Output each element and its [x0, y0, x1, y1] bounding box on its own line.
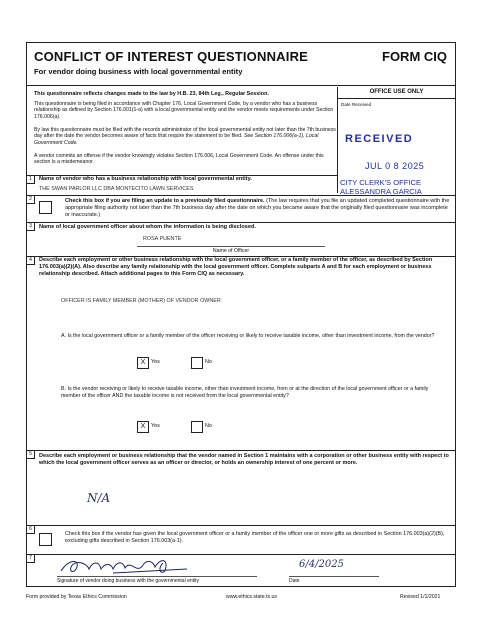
divider — [338, 98, 455, 99]
section-number: 2 — [26, 195, 35, 204]
footer-revision: Revised 1/1/2021 — [400, 594, 441, 600]
signature-caption: Signature of vendor doing business with the governmental entity — [57, 578, 200, 584]
divider — [27, 222, 455, 223]
date-received-label: Date Received — [341, 102, 372, 107]
qa-no-label: No — [205, 359, 212, 365]
section6-text: Check this box if the vendor has given the local government officer or a family member of the officer one or more gifts as described in Section 176.003(a)(2)(B), excluding gifts described in Section 176.003(a-1). — [65, 531, 445, 545]
section-number: 1 — [26, 175, 35, 184]
section5-answer: N/A — [87, 491, 111, 505]
officer-name-caption: Name of Officer — [212, 248, 250, 254]
qa-yes-label: Yes — [151, 359, 160, 365]
form-subtitle: For vendor doing business with local governmental entity — [34, 67, 243, 76]
officer-name-value: ROSA PUENTE — [143, 236, 182, 242]
date-caption: Date — [289, 578, 300, 584]
form-title: CONFLICT OF INTEREST QUESTIONNAIRE — [34, 49, 309, 64]
section-number: 6 — [26, 525, 35, 534]
stamp-name: ALESSANDRA GARCIA — [340, 187, 422, 196]
gift-checkbox[interactable] — [39, 533, 52, 546]
qa-yes-checkbox[interactable]: X — [137, 357, 149, 369]
section1-label: Name of vendor who has a business relationship with local governmental entity. — [39, 176, 252, 182]
intro-paragraph-1: This questionnaire is being filed in accordance with Chapter 176, Local Government Code, by a vendor who has a business relationship as defined by Section 176.001(1-a) with a local governmental entity and the vendor meets requirements under Section 176.006(a). — [34, 101, 334, 120]
section-number: 3 — [26, 222, 35, 231]
stamp-office: CITY CLERK'S OFFICE — [340, 178, 422, 187]
divider — [27, 195, 455, 196]
intro-paragraph-3: A vendor commits an offense if the vendor knowingly violates Section 176.006, Local Government Code. An offense under this section is a misdemeanor. — [34, 153, 324, 166]
form-id: FORM CIQ — [382, 49, 447, 64]
intro-paragraph-2 — [34, 127, 336, 146]
stamp-date: JUL 0 8 2025 — [365, 161, 425, 171]
section2-bold: Check this box if you are filing an update to a previously filed questionnaire. — [65, 198, 265, 204]
vendor-name-value: THE SWAN PARLOR LLC DBA MONTECITO LAWN SERVICES — [39, 186, 194, 192]
date-line — [289, 576, 379, 577]
section2-text — [65, 198, 451, 220]
footer-provider: Form provided by Texas Ethics Commission — [26, 594, 127, 600]
relationship-answer: OFFICER IS FAMILY MEMBER (MOTHER) OF VENDOR OWNER — [61, 298, 221, 304]
question-b: B. Is the vendor receiving or likely to receive taxable income, other than investment income, from or at the direction of the local government officer or a family member of the officer AND the taxable income is not received from the local governmental entity? — [61, 386, 429, 400]
form-header — [27, 43, 455, 86]
signature-line — [57, 576, 257, 577]
update-checkbox[interactable] — [39, 201, 52, 214]
section5-label: Describe each employment or business relationship that the vendor named in Section 1 maintains with a corporation or other business entity with respect to which the local government officer serves as an officer or director, or holds an ownership interest of one percent or more. — [39, 453, 449, 466]
qb-no-label: No — [205, 423, 212, 429]
section-number: 7 — [26, 554, 35, 563]
divider — [27, 450, 455, 451]
footer-website: www.ethics.state.tx.us — [226, 594, 278, 600]
question-a: A. Is the local government officer or a family member of the officer receiving or likely to receive taxable income, other than investment income, from the vendor? — [61, 333, 435, 339]
intro-p2-see: See Section 176.006(a-1), Local Government Code. — [34, 133, 319, 146]
qb-no-checkbox[interactable] — [191, 421, 203, 433]
section3-label: Name of local government officer about whom the information is being disclosed. — [39, 224, 256, 230]
signature-date-value: 6/4/2025 — [299, 559, 344, 570]
qa-no-checkbox[interactable] — [191, 357, 203, 369]
office-use-title: OFFICE USE ONLY — [369, 89, 424, 95]
stamp-received: RECEIVED — [345, 133, 414, 145]
divider — [27, 525, 455, 526]
section2-detail: (The law requires that you file an updated completed questionnaire with the appropriate filing authority not later than the 7th business day after the date on which you became aware that the originally filed questionnaire was incomplete or inaccurate.) — [65, 198, 450, 219]
section-number: 4 — [26, 256, 35, 265]
intro-p2-text: By law this questionnaire must be filed with the records administrator of the local governmental entity not later than the 7th business day after the date the vendor becomes aware of facts that require the statement to be filed. — [34, 127, 336, 140]
section-number: 5 — [26, 450, 35, 459]
qb-yes-label: Yes — [151, 423, 160, 429]
officer-name-line — [137, 246, 325, 247]
ciq-form — [26, 42, 456, 587]
qb-yes-checkbox[interactable]: X — [137, 421, 149, 433]
intro-bold-line: This questionnaire reflects changes made to the law by H.B. 23, 84th Leg., Regular Session. — [34, 91, 269, 97]
section4-label: Describe each employment or other business relationship with the local government officer, or a family member of the officer, as described by Section 176.003(a)(2)(A). Also describe any family relationship with the local government officer. Complete subparts A and B for each employment or business relationship described. Attach additional pages to this Form CIQ as necessary. — [39, 257, 433, 277]
vendor-signature — [57, 555, 207, 577]
